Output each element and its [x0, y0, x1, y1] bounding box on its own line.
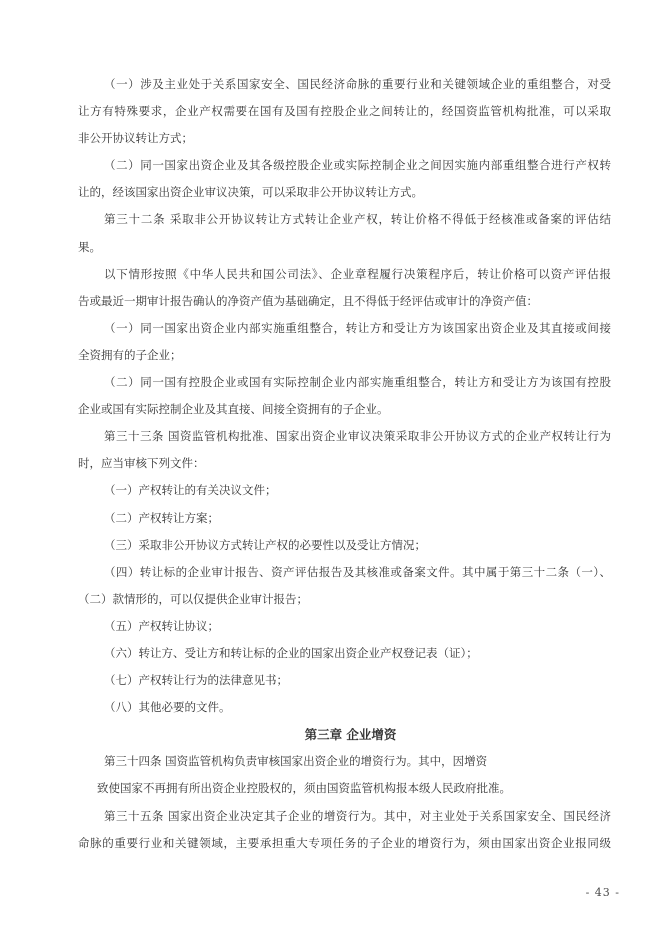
text-line: 第三十三条 国资监管机构批准、国家出资企业审议决策采取非公开协议方式的企业产权转让行为 [104, 429, 611, 444]
text-line: 第三十四条 国资监管机构负责审核国家出资企业的增资行为。其中，因增资 [104, 754, 488, 769]
text-line: （二）同一国有控股企业或国有实际控制企业内部实施重组整合，转让方和受让方为该国有控股 [104, 375, 611, 390]
text-line: （二）同一国家出资企业及其各级控股企业或实际控制企业之间因实施内部重组整合进行产权转 [104, 158, 611, 173]
text-line: （七）产权转让行为的法律意见书； [104, 673, 288, 688]
text-line: 全资拥有的子企业； [78, 347, 182, 362]
text-line: 时，应当审核下列文件： [78, 456, 205, 471]
text-line: （二）产权转让方案； [104, 510, 219, 525]
text-line: （一）同一国家出资企业内部实施重组整合，转让方和受让方为该国家出资企业及其直接或间接 [104, 320, 611, 335]
text-line: 告或最近一期审计报告确认的净资产值为基础确定，且不得低于经评估或审计的净资产值： [78, 293, 538, 308]
text-line: （六）转让方、受让方和转让标的企业的国家出资企业产权登记表（证）； [104, 645, 478, 660]
page-number: - 43 - [585, 886, 620, 899]
text-line: 企业或国有实际控制企业及其直接、间接全资拥有的子企业。 [78, 402, 389, 417]
text-line: （三）采取非公开协议方式转让产权的必要性以及受让方情况； [104, 537, 426, 552]
text-line: （四）转让标的企业审计报告、资产评估报告及其核准或备案文件。其中属于第三十二条（一）、 [104, 564, 611, 579]
text-line: 让的，经该国家出资企业审议决策，可以采取非公开协议转让方式。 [78, 185, 423, 200]
document-body [78, 71, 611, 857]
text-line: （一）涉及主业处于关系国家安全、国民经济命脉的重要行业和关键领域企业的重组整合，对受 [104, 77, 611, 91]
text-line: 以下情形按照《中华人民共和国公司法》、企业章程履行决策程序后，转让价格可以资产评估报 [104, 266, 611, 281]
text-line: 让方有特殊要求，企业产权需要在国有及国有控股企业之间转让的，经国资监管机构批准，可以采取 [78, 104, 611, 119]
text-line: （二）款情形的，可以仅提供企业审计报告； [78, 591, 308, 606]
text-line: 非公开协议转让方式； [78, 131, 193, 146]
text-line: 致使国家不再拥有所出资企业控股权的，须由国资监管机构报本级人民政府批准。 [97, 781, 511, 796]
text-line: 果。 [78, 239, 101, 254]
text-line: 命脉的重要行业和关键领域，主要承担重大专项任务的子企业的增资行为，须由国家出资企业报同级 [78, 835, 611, 850]
text-line: 第三十二条 采取非公开协议转让方式转让企业产权，转让价格不得低于经核准或备案的评估结 [104, 212, 611, 227]
text-line: （五）产权转让协议； [104, 618, 219, 633]
text-line: 第三十五条 国家出资企业决定其子企业的增资行为。其中，对主业处于关系国家安全、国民经济 [104, 808, 611, 823]
text-line: （八）其他必要的文件。 [104, 700, 231, 715]
chapter-heading: 第三章 企业增资 [304, 727, 397, 743]
text-line: （一）产权转让的有关决议文件； [104, 483, 277, 498]
